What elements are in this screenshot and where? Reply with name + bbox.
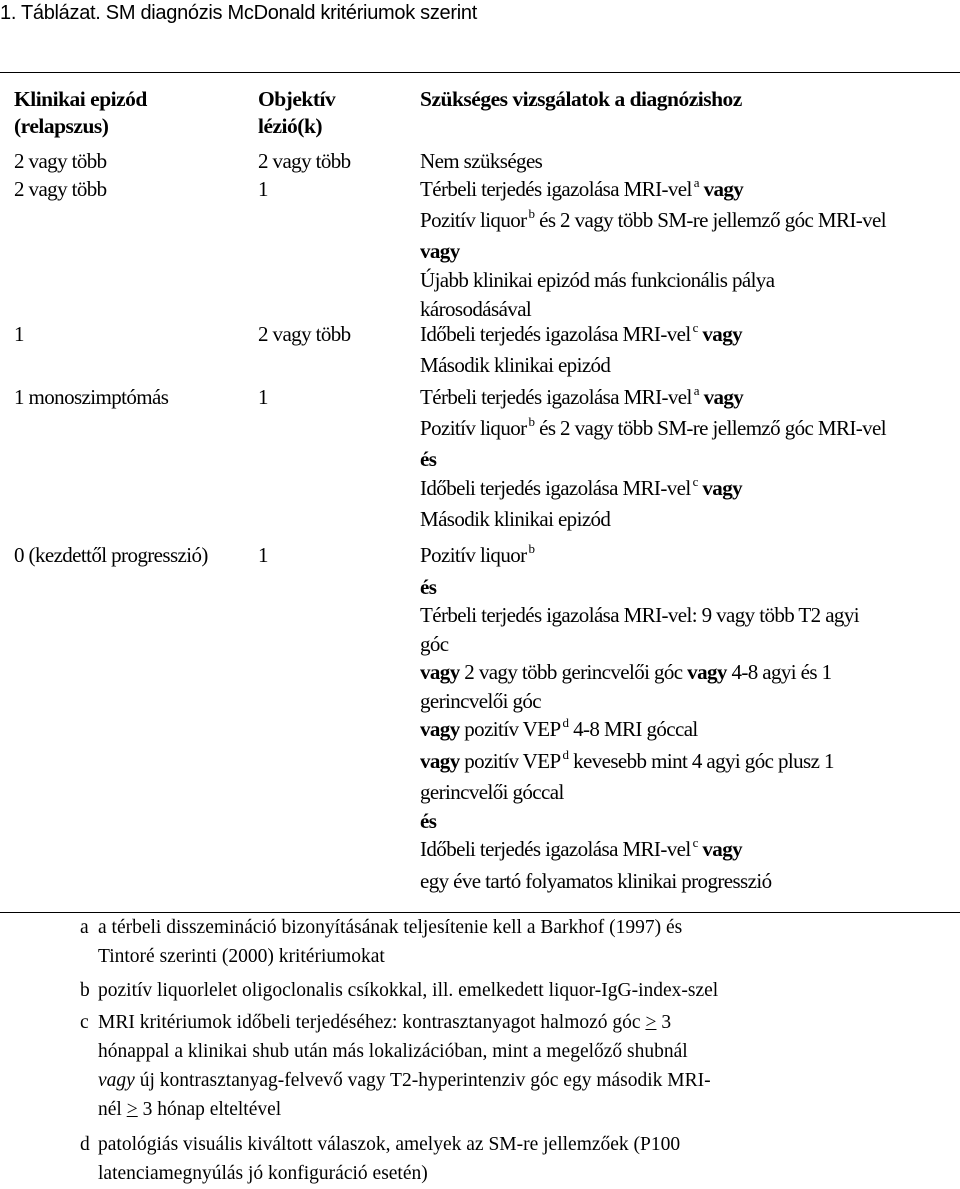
requirement-line: gerincvelői góccal xyxy=(420,780,564,804)
requirement-line: Időbeli terjedés igazolása MRI-vel $^c$ vagy xyxy=(420,474,743,500)
requirement-line: egy éve tartó folyamatos klinikai progresszió xyxy=(420,868,772,893)
requirement-line: Időbeli terjedés igazolása MRI-vel $^c$ vagy xyxy=(420,835,743,861)
requirement-line: Térbeli terjedés igazolása MRI-vel $^a$ vagy xyxy=(420,383,744,409)
requirement-line: Pozitív liquor $^b$ és 2 vagy több SM-re jellemző góc MRI-vel xyxy=(420,414,886,440)
footnote-d xyxy=(80,1130,680,1188)
requirement-line: károsodásával xyxy=(420,297,532,321)
header-required-tests xyxy=(420,86,742,113)
footnote-text: nél > 3 hónap elteltével xyxy=(98,1099,282,1120)
footnote-label: d xyxy=(80,1134,90,1155)
row5-lesion: 1 xyxy=(258,543,268,567)
row4-lesion: 1 xyxy=(258,385,268,409)
footnote-text: a térbeli disszemináció bizonyításának teljesítenie kell a Barkhof (1997) és xyxy=(98,917,683,938)
row4-clinical: 1 monoszimptómás xyxy=(14,385,169,409)
requirement-line: vagy pozitív VEP $^d$ kevesebb mint 4 agyi góc plusz 1 xyxy=(420,746,834,773)
requirement-connector: és xyxy=(420,447,437,471)
requirement-line: Pozitív liquor $^b$ xyxy=(420,541,535,567)
requirement-line: gerincvelői góc xyxy=(420,688,542,713)
footnote-text: patológiás visuális kiváltott válaszok, amelyek az SM-re jellemzőek (P100 xyxy=(98,1134,681,1155)
row2-clinical: 2 vagy több xyxy=(14,177,107,201)
header-col3: Szükséges vizsgálatok a diagnózishoz xyxy=(420,87,742,111)
requirement-line: Újabb klinikai epizód más funkcionális pálya xyxy=(420,268,775,292)
header-col2-line1: Objektív xyxy=(258,87,336,111)
row1-clinical: 2 vagy több xyxy=(14,149,107,173)
requirement-line: Pozitív liquor $^b$ és 2 vagy több SM-re jellemző góc MRI-vel xyxy=(420,206,886,232)
requirement-line: Időbeli terjedés igazolása MRI-vel $^c$ vagy xyxy=(420,320,743,346)
requirement-connector: vagy xyxy=(420,239,460,263)
header-col1-line2: (relapszus) xyxy=(14,114,109,138)
requirement-line: góc xyxy=(420,631,449,656)
requirement-line: Második klinikai epizód xyxy=(420,353,611,377)
footnote-text: latenciamegnyúlás jó konfiguráció esetén) xyxy=(98,1163,428,1184)
footnote-text: MRI kritériumok időbeli terjedéséhez: kontrasztanyagot halmozó góc > 3 xyxy=(98,1012,672,1033)
requirement-line: Térbeli terjedés igazolása MRI-vel: 9 vagy több T2 agyi xyxy=(420,603,859,627)
footnote-a xyxy=(80,913,682,971)
header-col2-line2: lézió(k) xyxy=(258,114,323,138)
row3-clinical: 1 xyxy=(14,322,24,346)
requirement-line: vagy 2 vagy több gerincvelői góc vagy 4-8 agyi és 1 xyxy=(420,660,832,684)
row2-requirements xyxy=(420,175,886,324)
header-objective-lesion xyxy=(258,86,335,140)
footnote-text: Tintoré szerinti (2000) kritériumokat xyxy=(98,946,385,967)
row1-lesion: 2 vagy több xyxy=(258,149,351,173)
row3-requirements xyxy=(420,320,742,380)
footnote-text: pozitív liquorlelet oligoclonalis csíkokkal, ill. emelkedett liquor-IgG-index-szel xyxy=(98,980,719,1001)
row1-requirement: Nem szükséges xyxy=(420,149,543,173)
row5-clinical: 0 (kezdettől progresszió) xyxy=(14,543,208,567)
header-clinical-episode xyxy=(14,86,147,140)
footnote-text: hónappal a klinikai shub után más lokalizációban, mint a megelőző shubnál xyxy=(98,1041,688,1062)
row4-requirements xyxy=(420,383,886,534)
requirement-connector: és xyxy=(420,808,437,833)
row5-requirements xyxy=(420,541,859,895)
row2-lesion: 1 xyxy=(258,177,268,201)
requirement-line: Térbeli terjedés igazolása MRI-vel $^a$ vagy xyxy=(420,175,744,201)
requirement-line: vagy pozitív VEP $^d$ 4-8 MRI góccal xyxy=(420,715,698,741)
footnote-label: a xyxy=(80,917,89,938)
requirement-line: Második klinikai epizód xyxy=(420,507,611,531)
header-col1-line1: Klinikai epizód xyxy=(14,87,147,111)
requirement-connector: és xyxy=(420,574,437,599)
footnote-text: vagy új kontrasztanyag-felvevő vagy T2-hyperintenziv góc egy második MRI- xyxy=(98,1070,711,1091)
footnote-b xyxy=(80,976,718,1005)
footnote-label: c xyxy=(80,1012,89,1033)
footnote-c xyxy=(80,1008,711,1124)
table-top-rule xyxy=(0,72,960,73)
row3-lesion: 2 vagy több xyxy=(258,322,351,346)
footnote-label: b xyxy=(80,980,90,1001)
table-caption: 1. Táblázat. SM diagnózis McDonald kritériumok szerint xyxy=(0,2,477,24)
